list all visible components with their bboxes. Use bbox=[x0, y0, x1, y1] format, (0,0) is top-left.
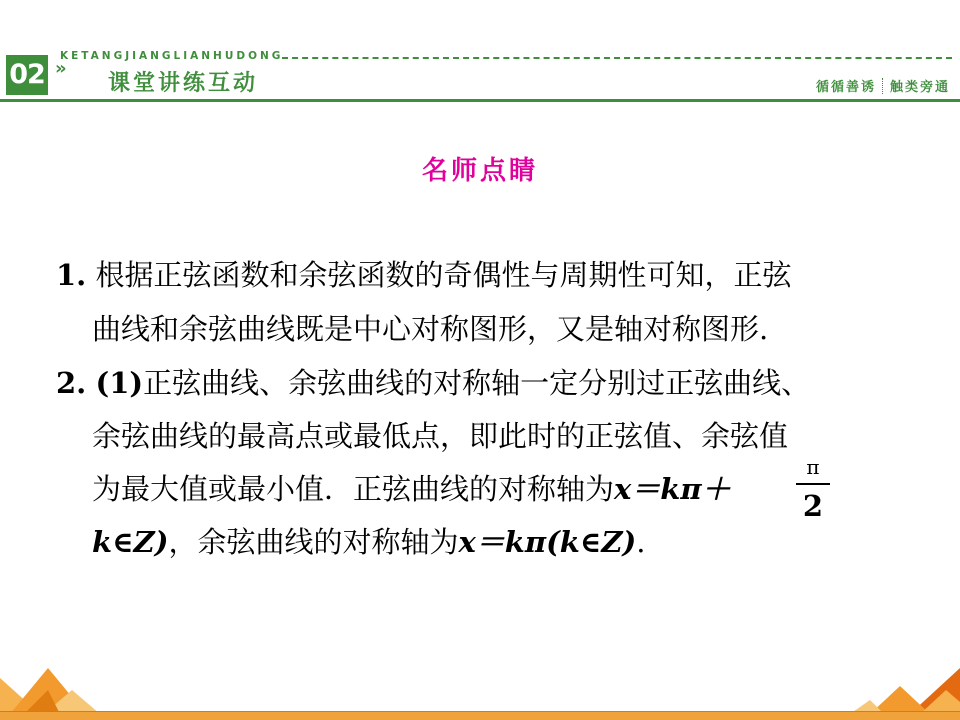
item2-math-line4a: k∈Z) bbox=[92, 525, 169, 559]
item2-math-line4b: x＝kπ(k∈Z) bbox=[458, 525, 637, 559]
slogan-divider bbox=[882, 78, 884, 94]
item2-line1 bbox=[56, 365, 810, 401]
double-chevron-icon: » bbox=[55, 58, 67, 79]
item2-math-line3: x＝kπ＋ bbox=[614, 472, 731, 506]
item1-line2: 曲线和余弦曲线既是中心对称图形，又是轴对称图形. bbox=[92, 312, 769, 346]
slogan-left: 循循善诱 bbox=[815, 80, 876, 95]
item1-text-line1: 根据正弦函数和余弦函数的奇偶性与周期性可知，正弦 bbox=[95, 258, 792, 292]
section-number-badge: 02 bbox=[6, 55, 48, 95]
fraction-denominator: 2 bbox=[802, 489, 824, 523]
item2-sub-number: (1) bbox=[95, 366, 144, 400]
item2-text-line3: 为最大值或最小值．正弦曲线的对称轴为 bbox=[92, 472, 615, 506]
section-pinyin: KETANGJIANGLIANHUDONG bbox=[60, 50, 284, 62]
item2-number: 2. bbox=[56, 366, 87, 400]
fraction-bar bbox=[796, 483, 830, 485]
slogan bbox=[816, 76, 950, 95]
item2-line3 bbox=[92, 471, 731, 507]
item2-line4 bbox=[92, 524, 645, 560]
footer-left-decoration bbox=[0, 650, 110, 714]
footer-right-decoration bbox=[850, 668, 960, 714]
item2-end-period: . bbox=[636, 525, 646, 559]
item1-number: 1. bbox=[56, 258, 87, 292]
header-rule bbox=[0, 99, 960, 102]
item2-line2: 余弦曲线的最高点或最低点，即此时的正弦值、余弦值 bbox=[92, 419, 789, 453]
fraction-numerator: π bbox=[806, 455, 820, 479]
slogan-right: 触类旁通 bbox=[889, 80, 950, 95]
item2-text-line1: 正弦曲线、余弦曲线的对称轴一定分别过正弦曲线、 bbox=[143, 366, 811, 400]
item1-line1 bbox=[56, 257, 792, 293]
item2-text-line4: ，余弦曲线的对称轴为 bbox=[168, 525, 459, 559]
footer-bar bbox=[0, 712, 960, 720]
section-title: 课堂讲练互动 bbox=[108, 71, 259, 96]
page-heading: 名师点睛 bbox=[421, 156, 538, 186]
header-dashed-line bbox=[282, 57, 952, 59]
pi-over-2-fraction bbox=[796, 456, 830, 521]
